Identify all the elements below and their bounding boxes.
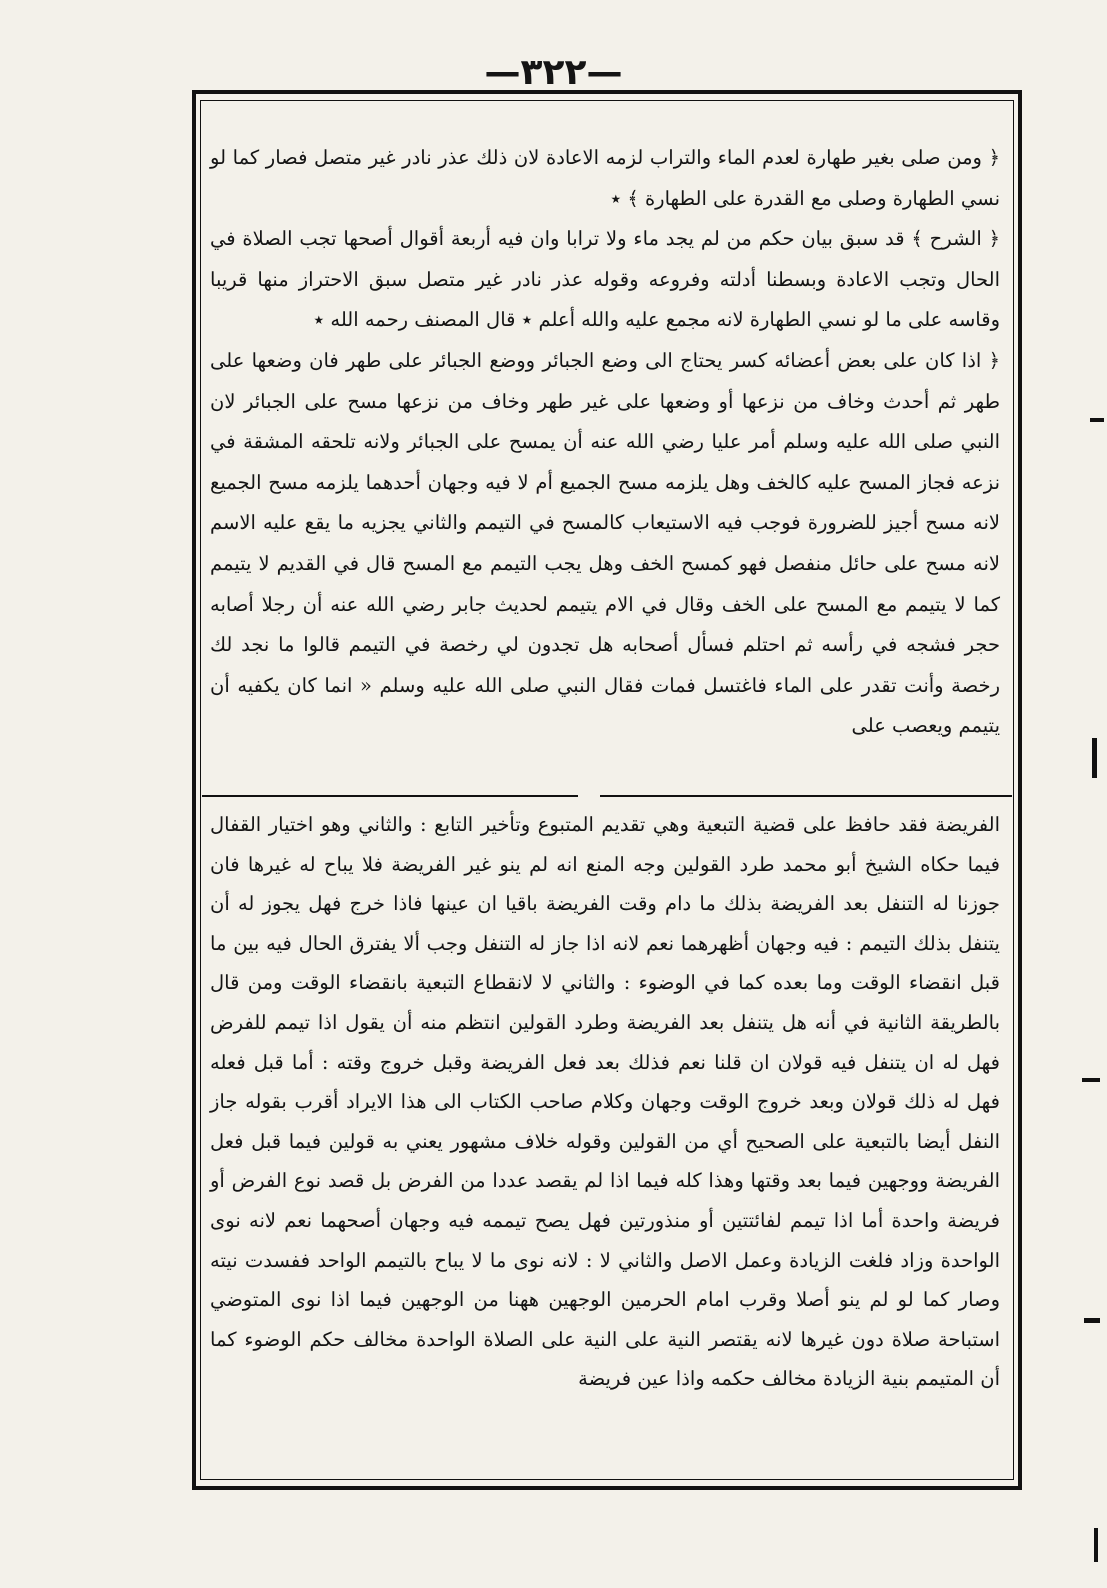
commentary-block [210, 805, 1000, 1399]
matn-paragraph-jabair: ﴿ اذا كان على بعض أعضائه كسر يحتاج الى وضع الجبائر ووضع الجبائر على طهر فان وضعها على طهر ثم أحدث وخاف من نزعها أو وضعها على غير طهر وخاف من نزعها مسح على الجبائر لان النبي صلى الله عليه وسلم أمر عليا رضي الله عنه أن يمسح على الجبائر ولانه تلحقه المشقة في نزعه فجاز المسح عليه كالخف وهل يلزمه مسح الجميع أم لا فيه وجهان أحدهما يلزمه مسح الجميع لانه مسح أجيز للضرورة فوجب فيه الاستيعاب كالمسح في التيمم والثاني يجزيه ما يقع عليه الاسم لانه مسح على حائل منفصل فهو كمسح الخف وهل يجب التيمم مع المسح قال في القديم لا يتيمم كما لا يتيمم مع المسح على الخف وقال في الام يتيمم لحديث جابر رضي الله عنه أن رجلا أصابه حجر فشجه في رأسه ثم احتلم فسأل أصحابه هل تجدون لي رخصة في التيمم قالوا ما نجد لك رخصة وأنت تقدر على الماء فاغتسل فمات فقال النبي صلى الله عليه وسلم « انما كان يكفيه أن يتيمم ويعصب على [210, 348, 1000, 738]
margin-mark [1090, 418, 1104, 422]
section-divider [202, 795, 1012, 797]
margin-mark [1094, 1528, 1098, 1562]
main-text-block [210, 138, 1000, 747]
margin-mark [1092, 738, 1097, 778]
margin-mark [1084, 1318, 1100, 1323]
commentary-paragraph: الفريضة فقد حافظ على قضية التبعية وهي تقديم المتبوع وتأخير التابع : والثاني وهو اختيار القفال فيما حكاه الشيخ أبو محمد طرد القولين وجه المنع انه لم ينو غير الفريضة فلا يباح له غيرها فان جوزنا له التنفل بعد الفريضة بذلك ما دام وقت الفريضة باقيا ان عينها فاذا خرج فهل يجوز له أن يتنفل بذلك التيمم : فيه وجهان أظهرهما نعم لانه اذا جاز له التنفل وجب ألا يفترق الحال فيه بين ما قبل انقضاء الوقت وما بعده كما في الوضوء : والثاني لا لانقطاع التبعية بانقضاء الوقت ومن قال بالطريقة الثانية في أنه هل يتنفل بعد الفريضة وطرد القولين انتظم منه أن يقول اذا تيمم للفرض فهل له ان يتنفل فيه قولان ان قلنا نعم فذلك بعد فعل الفريضة وقبل خروج وقته : أما قبل فعله فهل له ذلك قولان وبعد خروج الوقت وجهان وكلام صاحب الكتاب الى هذا الايراد أقرب بقوله جاز النفل أيضا بالتبعية على الصحيح أي من القولين وقوله خلاف مشهور يعني به قولين فيما قبل فعل الفريضة ووجهين فيما بعد وقتها وهذا كله فيما اذا لم يقصد عددا من الفرض بل قصد نوع الفرض أو فريضة واحدة أما اذا تيمم لفائتتين أو منذورتين فهل يصح تيممه فيه وجهان أصحهما نعم لانه نوى الواحدة وزاد فلغت الزيادة وعمل الاصل والثاني لا : لانه نوى ما لا يباح بالتيمم الواحد ففسدت نيته وصار كما لو لم ينو أصلا وقرب امام الحرمين الوجهين ههنا من الوجهين فيما اذا نوى المتوضي استباحة صلاة دون غيرها لانه يقتصر النية على النية على الصلاة الواحدة مخالف حكم الوضوء كما أن المتيمم بنية الزيادة مخالف حكمه واذا عين فريضة [210, 813, 1000, 1391]
page-number: —٣٢٢— [484, 52, 623, 93]
divider-gap [578, 790, 600, 802]
sharh-paragraph: ﴿ الشرح ﴾ قد سبق بيان حكم من لم يجد ماء ولا ترابا وان فيه أربعة أقوال أصحها تجب الصلاة في الحال وتجب الاعادة وبسطنا أدلته وفروعه وقوله عذر نادر غير متصل سبق الاحتراز منها قريبا وقاسه على ما لو نسي الطهارة لانه مجمع عليه والله أعلم ٭ قال المصنف رحمه الله ٭ [210, 227, 1000, 332]
margin-mark [1082, 1078, 1100, 1082]
matn-paragraph: ﴿ ومن صلى بغير طهارة لعدم الماء والتراب لزمه الاعادة لان ذلك عذر نادر غير متصل فصار كما لو نسي الطهارة وصلى مع القدرة على الطهارة ﴾ ٭ [210, 146, 1000, 210]
